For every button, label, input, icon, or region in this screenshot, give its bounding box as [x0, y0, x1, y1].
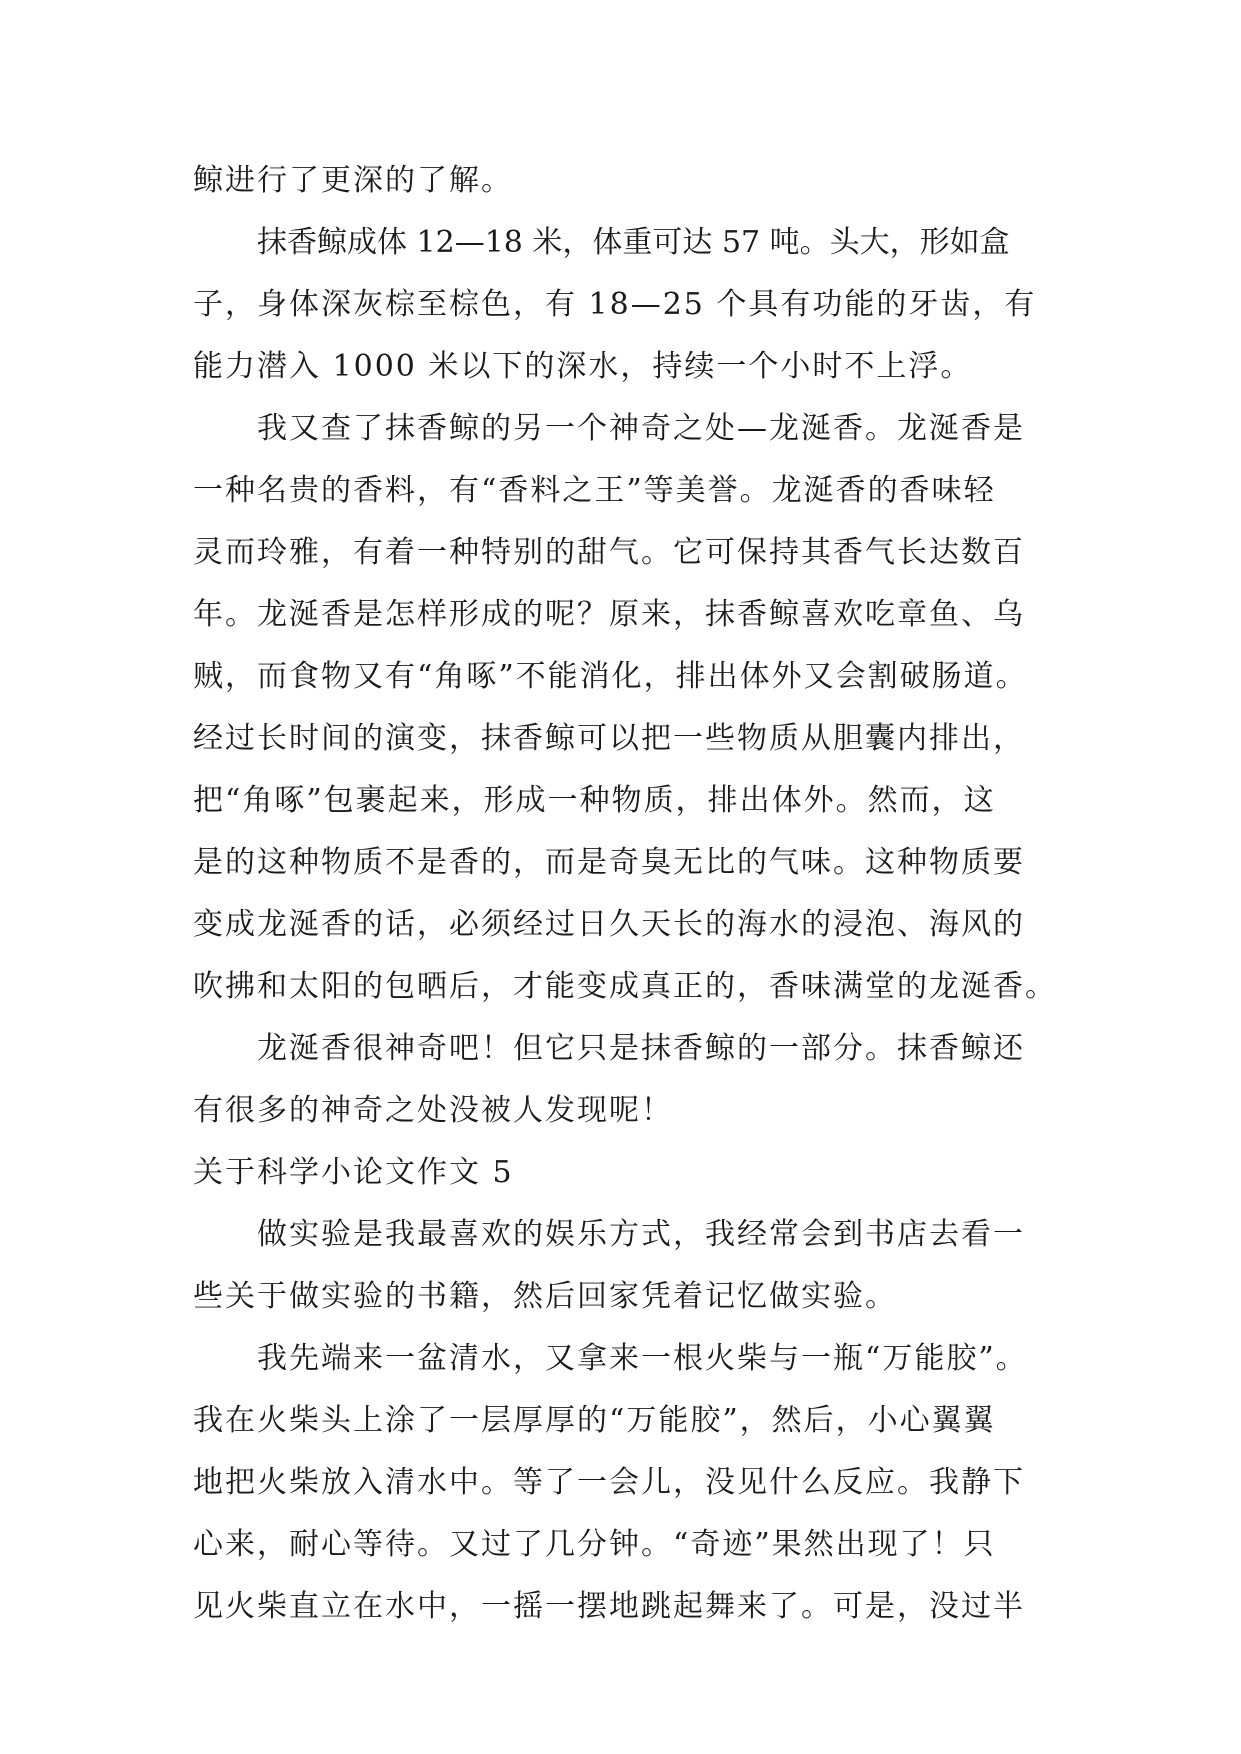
text-line: 能力潜入 1000 米以下的深水，持续一个小时不上浮。: [193, 349, 973, 384]
text-line: 龙涎香很神奇吧！但它只是抹香鲸的一部分。抹香鲸还: [257, 1031, 1025, 1066]
text-line: 抹香鲸成体 12—18 米，体重可达 57 吨。头大，形如盒: [257, 225, 1010, 260]
text-line: 一种名贵的香料，有“香料之王”等美誉。龙涎香的香味轻: [193, 473, 996, 508]
text-line: 子，身体深灰棕至棕色，有 18—25 个具有功能的牙齿，有: [193, 287, 1037, 322]
text-line: 些关于做实验的书籍，然后回家凭着记忆做实验。: [193, 1279, 897, 1314]
text-line: 吹拂和太阳的包晒后，才能变成真正的，香味满堂的龙涎香。: [193, 969, 1057, 1004]
text-line: 见火柴直立在水中，一摇一摆地跳起舞来了。可是，没过半: [193, 1589, 1025, 1624]
text-line: 做实验是我最喜欢的娱乐方式，我经常会到书店去看一: [257, 1217, 1025, 1252]
text-line: 经过长时间的演变，抹香鲸可以把一些物质从胆囊内排出，: [193, 721, 1025, 756]
text-line: 把“角啄”包裹起来，形成一种物质，排出体外。然而，这: [193, 783, 996, 818]
section-heading: 关于科学小论文作文 5: [193, 1155, 514, 1190]
text-line: 是的这种物质不是香的，而是奇臭无比的气味。这种物质要: [193, 845, 1025, 880]
text-line: 我又查了抹香鲸的另一个神奇之处—龙涎香。龙涎香是: [257, 411, 1025, 446]
document-body: [193, 150, 1063, 1638]
text-line: 地把火柴放入清水中。等了一会儿，没见什么反应。我静下: [193, 1465, 1025, 1500]
text-line: 灵而玲雅，有着一种特别的甜气。它可保持其香气长达数百: [193, 535, 1025, 570]
text-line: 鲸进行了更深的了解。: [193, 163, 513, 198]
text-line: 我先端来一盆清水，又拿来一根火柴与一瓶“万能胶”。: [257, 1341, 1028, 1376]
text-line: 年。龙涎香是怎样形成的呢？原来，抹香鲸喜欢吃章鱼、乌: [193, 597, 1025, 632]
text-line: 贼，而食物又有“角啄”不能消化，排出体外又会割破肠道。: [193, 659, 1028, 694]
text-line: 有很多的神奇之处没被人发现呢！: [193, 1093, 673, 1128]
text-line: 我在火柴头上涂了一层厚厚的“万能胶”，然后，小心翼翼: [193, 1403, 996, 1438]
text-line: 变成龙涎香的话，必须经过日久天长的海水的浸泡、海风的: [193, 907, 1025, 942]
text-line: 心来，耐心等待。又过了几分钟。“奇迹”果然出现了！只: [193, 1527, 996, 1562]
